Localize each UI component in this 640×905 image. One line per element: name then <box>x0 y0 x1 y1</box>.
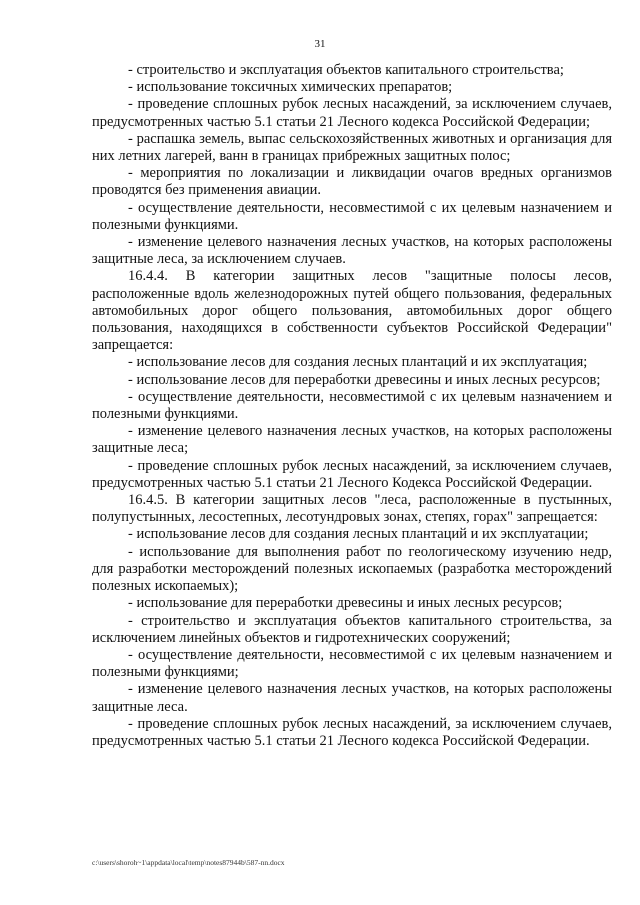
paragraph: - использование лесов для создания лесных плантаций и их эксплуатация; <box>128 354 588 371</box>
paragraph: - осуществление деятельности, несовместимой с их целевым назначением и полезными функциями. <box>92 388 612 423</box>
paragraph: - использование для выполнения работ по геологическому изучению недр, для разработки месторождений полезных ископаемых (разработка месторождений полезных ископаемых); <box>92 543 612 595</box>
paragraph: - изменение целевого назначения лесных участков, на которых расположены защитные леса; <box>92 423 612 457</box>
paragraph: - использование лесов для создания лесных плантаций и их эксплуатации; <box>128 526 589 543</box>
paragraph: - распашка земель, выпас сельскохозяйственных животных и организация для них летних лагерей, ванн в границах прибрежных защитных полос; <box>92 130 612 165</box>
paragraph: - осуществление деятельности, несовместимой с их целевым назначением и полезными функциями; <box>92 646 612 681</box>
paragraph: - использование для переработки древесины и иных лесных ресурсов; <box>128 595 563 612</box>
paragraph: - проведение сплошных рубок лесных насаждений, за исключением случаев, предусмотренных частью 5.1 статьи 21 Лесного Кодекса Российской Федерации. <box>92 457 612 491</box>
paragraph: - проведение сплошных рубок лесных насаждений, за исключением случаев, предусмотренных частью 5.1 статьи 21 Лесного кодекса Российской Федерации. <box>92 715 612 749</box>
paragraph: - осуществление деятельности, несовместимой с их целевым назначением и полезными функциями. <box>92 199 612 233</box>
section-paragraph: 16.4.5. В категории защитных лесов "леса, расположенные в пустынных, полупустынных, лесостепных, лесотундровых зонах, степях, горах" запрещается: <box>92 492 612 526</box>
paragraph: - использование токсичных химических препаратов; <box>128 79 453 96</box>
file-path-footer: c:\users\shoroh~1\appdata\local\temp\notes87944b\587-nn.docx <box>92 858 285 867</box>
section-paragraph: 16.4.4. В категории защитных лесов "защитные полосы лесов, расположенные вдоль железнодорожных путей общего пользования, федеральных автомобильных дорог общего пользования, автомобильных дорог общего пользования, находящихся в собственности субъектов Российской Федерации" запрещается: <box>92 268 612 354</box>
paragraph: - строительство и эксплуатация объектов капитального строительства, за исключением линейных объектов и гидротехнических сооружений; <box>92 612 612 646</box>
paragraph: - мероприятия по локализации и ликвидации очагов вредных организмов проводятся без применения авиации. <box>92 165 612 199</box>
paragraph: - проведение сплошных рубок лесных насаждений, за исключением случаев, предусмотренных частью 5.1 статьи 21 Лесного кодекса Российской Федерации; <box>92 96 612 130</box>
document-body <box>92 62 612 750</box>
paragraph: - использование лесов для переработки древесины и иных лесных ресурсов; <box>128 371 601 388</box>
paragraph: - строительство и эксплуатация объектов капитального строительства; <box>128 62 564 78</box>
page-number: 31 <box>314 38 326 50</box>
paragraph: - изменение целевого назначения лесных участков, на которых расположены защитные леса. <box>92 681 612 715</box>
paragraph: - изменение целевого назначения лесных участков, на которых расположены защитные леса, за исключением случаев. <box>92 234 612 268</box>
